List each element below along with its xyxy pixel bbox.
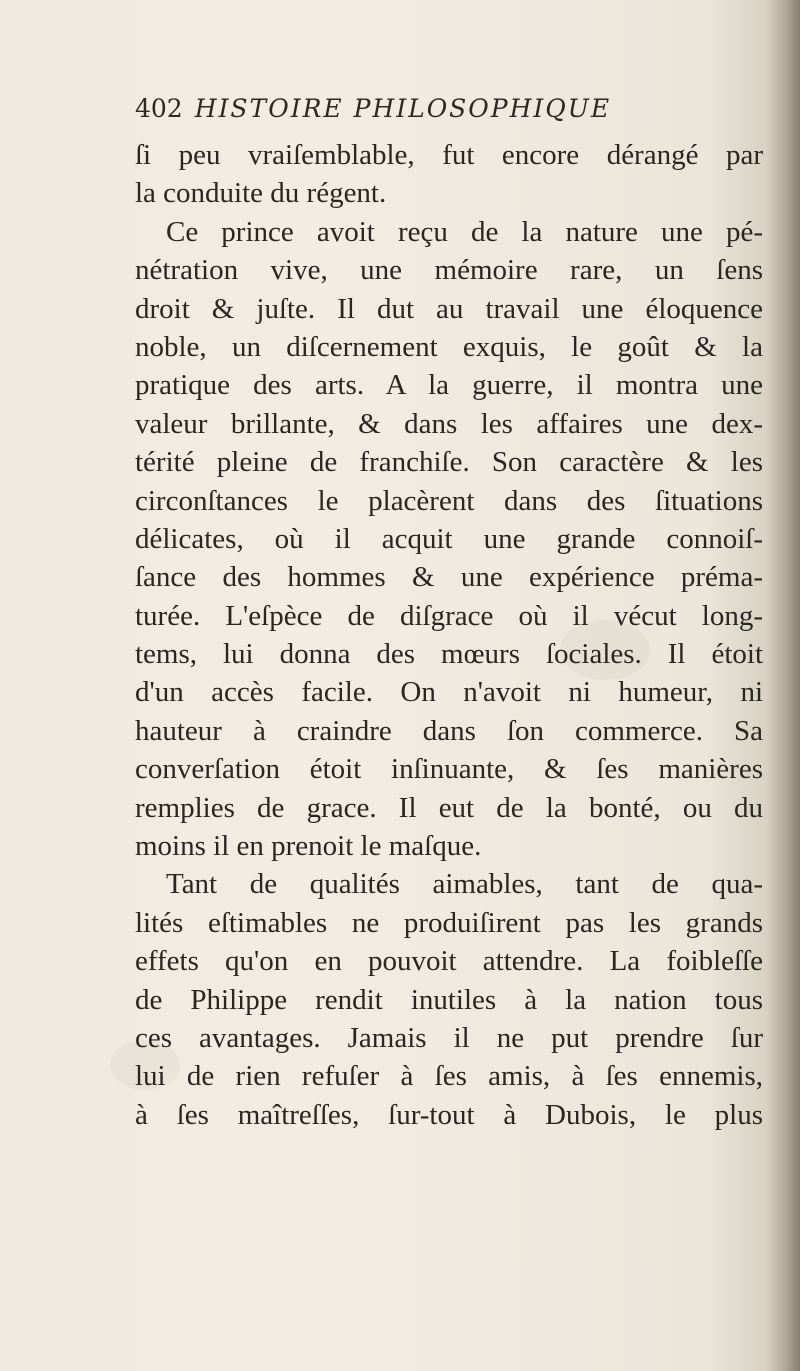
text-line: ces avantages. Jamais il ne put prendre ſur (135, 1021, 763, 1054)
text-line: nétration vive, une mémoire rare, un ſens (135, 254, 763, 287)
text-line: circonſtances le placèrent dans des ſituations (135, 484, 763, 517)
text-line: délicates, où il acquit une grande connoiſ- (135, 522, 763, 555)
text-line: hauteur à craindre dans ſon commerce. Sa (135, 714, 763, 747)
text-line: noble, un diſcernement exquis, le goût & la (135, 330, 763, 363)
text-line: droit & juſte. Il dut au travail une éloquence (135, 292, 763, 325)
text-line: lités eſtimables ne produiſirent pas les grands (135, 906, 763, 939)
binding-shadow (766, 0, 800, 1371)
text-line: ſi peu vraiſemblable, fut encore dérangé par (135, 139, 763, 171)
text-line: lui de rien refuſer à ſes amis, à ſes ennemis, (135, 1060, 763, 1093)
running-title: HISTOIRE PHILOSOPHIQUE (194, 94, 612, 123)
text-line: turée. L'eſpèce de diſgrace où il vécut long- (135, 599, 763, 632)
running-head (135, 94, 755, 123)
text-line: effets qu'on en pouvoit attendre. La foibleſſe (135, 945, 763, 978)
text-line: Ce prince avoit reçu de la nature une pé- (166, 215, 763, 248)
text-line: converſation étoit inſinuante, & ſes manières (135, 753, 763, 786)
text-line: la conduite du régent. (135, 177, 387, 210)
text-line: tems, lui donna des mœurs ſociales. Il étoit (135, 638, 763, 671)
body-text (135, 136, 763, 1134)
text-line: ſance des hommes & une expérience préma- (135, 561, 763, 594)
text-line: moins il en prenoit le maſque. (135, 830, 482, 863)
text-line: remplies de grace. Il eut de la bonté, ou du (135, 791, 763, 824)
text-line: Tant de qualités aimables, tant de qua- (166, 868, 763, 901)
text-line: pratique des arts. A la guerre, il montra une (135, 369, 763, 402)
text-line: térité pleine de franchiſe. Son caractère & les (135, 446, 763, 479)
text-line: à ſes maîtreſſes, ſur-tout à Dubois, le plus (135, 1098, 763, 1131)
page-number: 402 (135, 94, 183, 123)
text-line: de Philippe rendit inutiles à la nation tous (135, 983, 763, 1016)
text-line: d'un accès facile. On n'avoit ni humeur, ni (135, 676, 763, 709)
text-line: valeur brillante, & dans les affaires une dex- (135, 407, 763, 440)
